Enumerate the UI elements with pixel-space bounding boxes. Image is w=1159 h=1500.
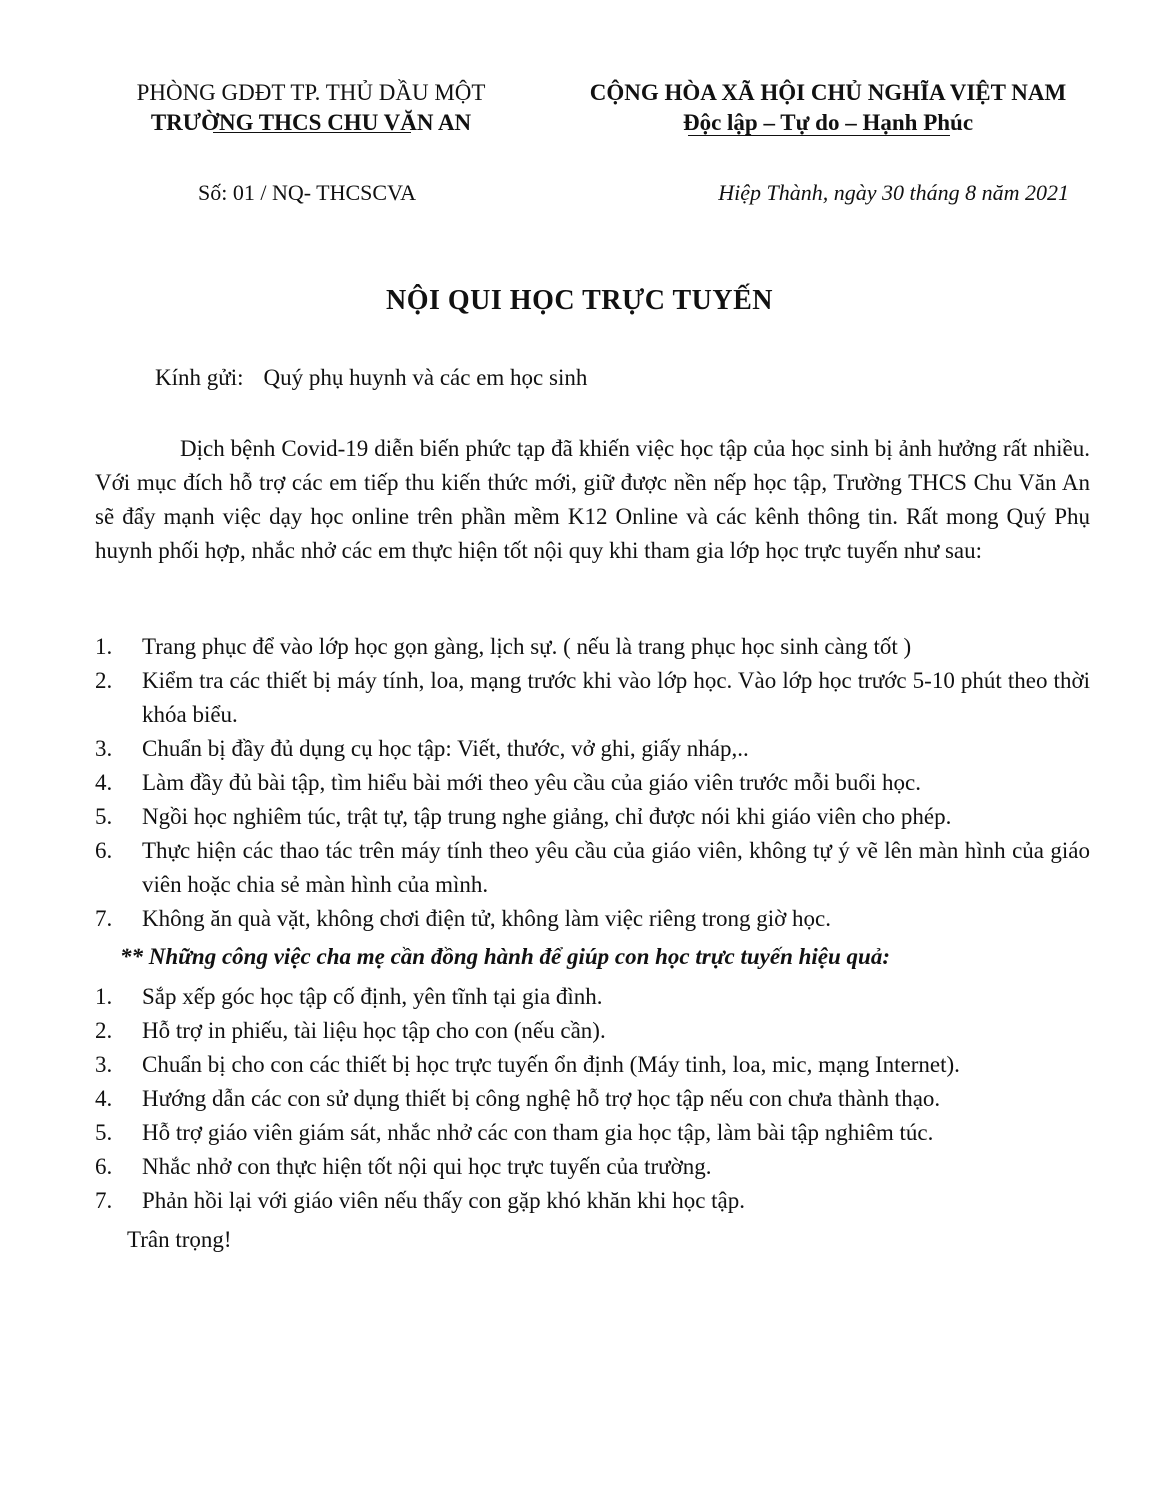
list-item: 2. Kiểm tra các thiết bị máy tính, loa, mạng trước khi vào lớp học. Vào lớp học trước 5-10 phút theo thời khóa biểu. [95,668,1090,727]
list-item: 6. Nhắc nhở con thực hiện tốt nội qui học trực tuyến của trường. [95,1154,712,1179]
list-item: 7. Không ăn quà vặt, không chơi điện tử, không làm việc riêng trong giờ học. [95,906,831,931]
closing-text: Trân trọng! [127,1227,232,1252]
intro-paragraph: Dịch bệnh Covid-19 diễn biến phức tạp đã khiến việc học tập của học sinh bị ảnh hưởng rất nhiều. Với mục đích hỗ trợ các em tiếp thu kiến thức mới, giữ được nền nếp học tập, Trường THCS Chu Văn An sẽ đẩy mạnh việc dạy học online trên phần mềm K12 Online và các kênh thông tin. Rất mong Quý Phụ huynh phối hợp, nhắc nhở các em thực hiện tốt nội quy khi tham gia lớp học trực tuyến như sau: [95,436,1090,563]
list-item: 1. Sắp xếp góc học tập cố định, yên tĩnh tại gia đình. [95,984,603,1009]
motto-underline [688,135,950,136]
list-item: 3. Chuẩn bị đầy đủ dụng cụ học tập: Viết, thước, vở ghi, giấy nháp,.. [95,736,749,761]
list-item: 5. Hỗ trợ giáo viên giám sát, nhắc nhở các con tham gia học tập, làm bài tập nghiêm túc. [95,1120,934,1145]
list-item: 1. Trang phục để vào lớp học gọn gàng, lịch sự. ( nếu là trang phục học sinh càng tốt ) [95,634,912,659]
greeting [155,365,587,391]
document-title: NỘI QUI HỌC TRỰC TUYẾN [386,285,773,316]
department-name: PHÒNG GDĐT TP. THỦ DẦU MỘT [136,80,486,105]
national-motto: Độc lập – Tự do – Hạnh Phúc [682,110,974,135]
school-name-underline [213,132,411,133]
list-item: 4. Làm đầy đủ bài tập, tìm hiểu bài mới theo yêu cầu của giáo viên trước mỗi buổi học. [95,770,921,795]
parents-heading: ** Những công việc cha mẹ cần đồng hành để giúp con học trực tuyến hiệu quả: [120,944,890,969]
student-rules-list [95,630,1090,936]
school-name: TRƯỜNG THCS CHU VĂN AN [150,110,472,135]
greeting-recipient: Quý phụ huynh và các em học sinh [263,365,588,390]
list-item: 7. Phản hồi lại với giáo viên nếu thấy con gặp khó khăn khi học tập. [95,1188,746,1213]
parent-tasks-list [95,980,1090,1218]
list-item: 3. Chuẩn bị cho con các thiết bị học trực tuyến ổn định (Máy tinh, loa, mic, mạng Internet). [95,1052,960,1077]
document-number: Số: 01 / NQ- THCSCVA [198,180,417,205]
list-item: 5. Ngồi học nghiêm túc, trật tự, tập trung nghe giảng, chỉ được nói khi giáo viên cho phép. [95,804,952,829]
list-item: 6. Thực hiện các thao tác trên máy tính theo yêu cầu của giáo viên, không tự ý vẽ lên màn hình của giáo viên hoặc chia sẻ màn hình của mình. [95,838,1090,897]
list-item: 4. Hướng dẫn các con sử dụng thiết bị công nghệ hỗ trợ học tập nếu con chưa thành thạo. [95,1086,941,1111]
place-date: Hiệp Thành, ngày 30 tháng 8 năm 2021 [718,180,1069,205]
country-name: CỘNG HÒA XÃ HỘI CHỦ NGHĨA VIỆT NAM [589,80,1067,105]
list-item: 2. Hỗ trợ in phiếu, tài liệu học tập cho con (nếu cần). [95,1018,606,1043]
national-header [548,78,1108,138]
greeting-label: Kính gửi: [155,365,244,390]
issuer-block [100,78,522,138]
